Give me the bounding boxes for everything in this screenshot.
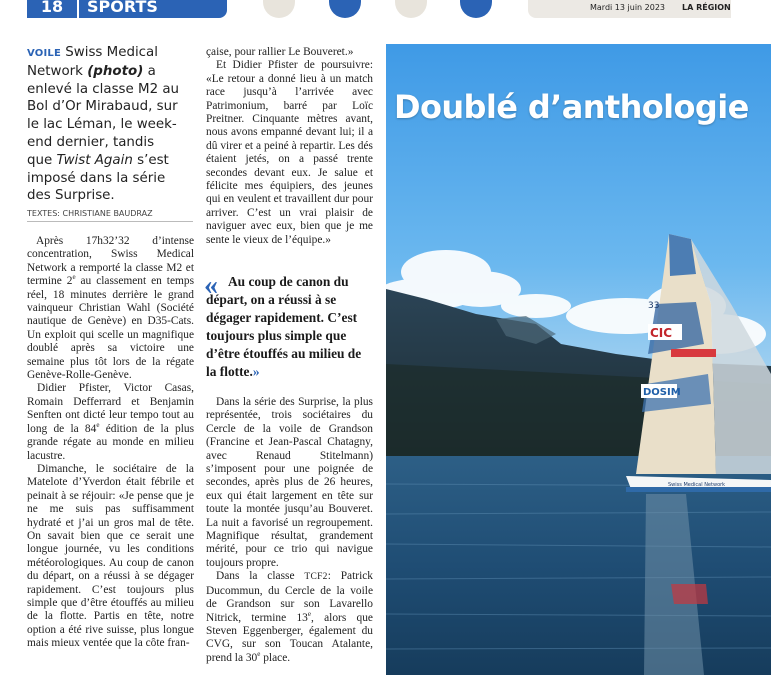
hull-text: Swiss Medical Network bbox=[668, 482, 726, 488]
sail-logo-text: CIC bbox=[650, 326, 673, 340]
paragraph: çaise, pour rallier Le Bouveret.» bbox=[206, 46, 354, 58]
page-number: 18 bbox=[27, 0, 77, 18]
lead-photo-note: (photo) bbox=[87, 63, 144, 79]
author-credit: TEXTES: CHRISTIANE BAUDRAZ bbox=[27, 209, 193, 222]
paragraph-text: au classement en temps réel, 18 minutes derrière le grand vainqueur Christian Wahl (Société nautique de Genève) en D35-Cats. Un exploit qui scelle un magnifique doublé après sa victoire une semaine plus tôt lors de la régate Genève-Rolle-Genève. bbox=[27, 275, 194, 382]
paragraph-text: , alors que Steven Eggenberger, également du CVG, sur son Toucan Atalante, prend la 30 bbox=[206, 611, 373, 664]
lead-text: s’est imposé dans la série des Surprise. bbox=[27, 152, 169, 204]
sail-sponsor-text: DOSIM bbox=[643, 387, 681, 398]
paragraph: Dans la série des Surprise, la plus représentée, trois sociétaires du Cercle de la voile de Grandson (Francine et Jean-Pascal Chatagny, avec Renaud Stitelmann) s’imposent pour une poignée de secondes, après plus de 26 heures, eux qui était largement en tête sur toute la montée jusqu’au Bouveret. La nuit a favorisé un regroupement. Magnifique résultat, grandement mérité, pour ce trio qui navigue toujours propre. bbox=[206, 396, 373, 569]
headline: Doublé d’anthologie bbox=[394, 88, 749, 126]
pull-quote-text: Au coup de canon du départ, on a réussi à se dégager rapidement. C’est toujours plus simple que d’être étouffés au milieu de la flotte. bbox=[206, 274, 362, 379]
sail-number: 33 bbox=[648, 301, 660, 311]
paragraph-text: édition de la plus grande régate au monde en milieu lacustre. bbox=[27, 422, 194, 462]
paragraph bbox=[27, 382, 194, 462]
publication-name: LA RÉGION bbox=[682, 3, 731, 12]
paragraph: Et Didier Pfister de poursuivre: «Le retour a donné lieu à un match race jusqu’à l’arrivée avec Patrimonium, barré par Loïc Preitner. Cinquante mètres avant, nous avons empanné devant lui; il a dû virer et a peiné à repartir. Les dés étaient jetés, on a passé trente secondes devant eux. Je salue et félicite mes équipiers, des jeunes qui en veulent et travaillent dur pour arriver. C’est un vrai plaisir de naviguer avec eux, bien que je me sente le vieux de l’équipe.» bbox=[206, 59, 373, 246]
issue-date: Mardi 13 juin 2023 bbox=[590, 3, 666, 12]
sailboat-image bbox=[386, 44, 771, 675]
paragraph bbox=[27, 235, 194, 382]
open-quote-icon: « bbox=[204, 270, 218, 301]
paragraph bbox=[206, 570, 373, 665]
paragraph: Dimanche, le sociétaire de la Matelote d’Yverdon était fébrile et peinait à se réjouir: «Je pense que je ne me suis pas suffisamment hydraté et j’ai un gros mal de tête. On savait bien que ce serait une longue journée, vu les conditions météorologiques. Au coup de canon du départ, on a réussi à se dégager rapidement. C’est toujours plus simple que d’être étouffés au milieu de la flotte. Partis en tête, notre option a été rive suisse, plus longue mais mieux ventée que la côte fran- bbox=[27, 462, 194, 650]
pull-quote bbox=[204, 270, 371, 381]
paragraph-text: place. bbox=[263, 651, 291, 664]
lead-text: Swiss Medical Network bbox=[27, 45, 158, 79]
paragraph-text: : Patrick Ducommun, du Cercle de la voile de Grandson sur son Lavarello Nitrick, termine 13 bbox=[206, 570, 373, 624]
superscript: e bbox=[257, 649, 261, 658]
class-name: TCF2 bbox=[304, 572, 328, 583]
lead-text: a enlevé la classe M2 au Bol d’Or Mirabaud, sur le lac Léman, le week-end dernier, tandis que bbox=[27, 63, 180, 168]
sailboat-photo bbox=[386, 44, 771, 675]
paragraph-text: Après 17h32’32 d’intense concentration, Swiss Medical Network a remporté la classe M2 et termine 2 bbox=[27, 235, 194, 288]
superscript: e bbox=[72, 273, 76, 282]
date-band bbox=[528, 0, 731, 18]
lead-boat-name: Twist Again bbox=[56, 152, 133, 168]
kicker: VOILE bbox=[27, 48, 61, 59]
article-column-1 bbox=[27, 235, 194, 651]
paragraph-text: Didier Pfister, Victor Casas, Romain Defferrard et Benjamin Senften ont dicté leur tempo tout au long de la 84 bbox=[27, 382, 194, 435]
superscript: e bbox=[96, 420, 100, 429]
superscript: e bbox=[307, 609, 311, 618]
close-quote-icon: » bbox=[252, 364, 260, 379]
article-column-2-continued bbox=[206, 396, 373, 665]
paragraph-text: Dans la classe bbox=[216, 570, 295, 583]
article-column-2 bbox=[206, 46, 373, 247]
section-title: SPORTS bbox=[79, 0, 227, 18]
article-lead bbox=[27, 44, 183, 205]
